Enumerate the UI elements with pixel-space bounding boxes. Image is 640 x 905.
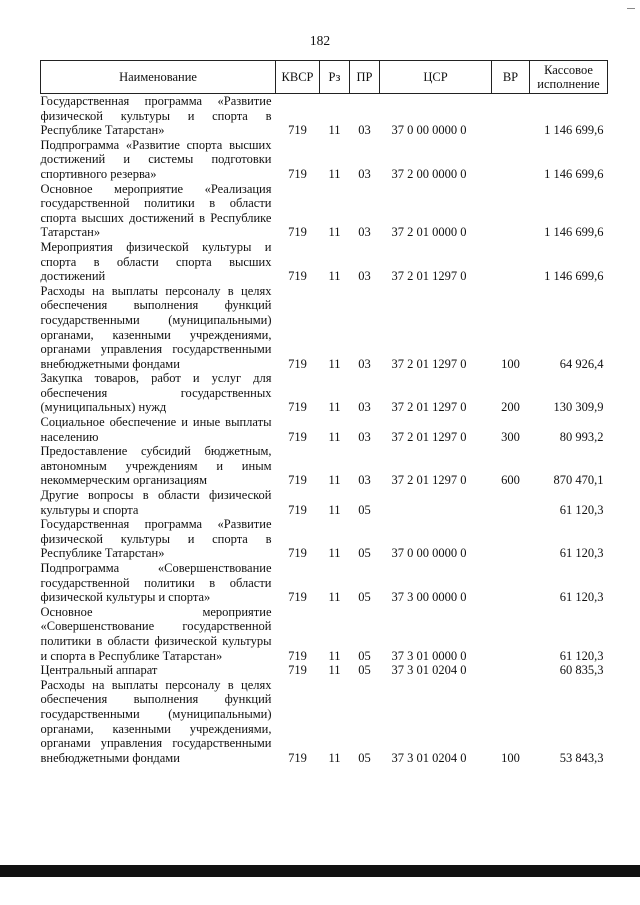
- row-vr: [492, 182, 530, 240]
- row-kvsr: 719: [288, 502, 307, 517]
- row-kvsr: 719: [288, 750, 307, 765]
- margin-mark: [627, 8, 635, 9]
- row-amount: 80 993,2: [559, 429, 604, 444]
- row-amount: 64 926,4: [559, 356, 604, 371]
- row-pr: 05: [358, 750, 371, 765]
- row-pr: 03: [358, 429, 371, 444]
- row-pr: 03: [358, 225, 371, 240]
- table-header-row: [41, 61, 608, 94]
- page-number: 182: [309, 33, 331, 48]
- header-rz: Рз: [320, 61, 350, 94]
- header-amount: [530, 61, 608, 94]
- row-rz: 11: [328, 663, 341, 678]
- row-rz: 11: [328, 356, 341, 371]
- row-amount: 1 146 699,6: [544, 123, 604, 138]
- row-rz: 11: [328, 429, 341, 444]
- row-kvsr: 719: [288, 356, 307, 371]
- row-vr: [492, 94, 530, 138]
- row-amount: 53 843,3: [559, 750, 604, 765]
- row-name: Подпрограмма «Развитие спорта высших достижений и системы подготовки спортивного резерва»: [40, 137, 272, 181]
- scan-bottom-border: [0, 865, 640, 877]
- table-row: [41, 138, 608, 182]
- row-kvsr: 719: [288, 166, 307, 181]
- row-amount: 60 835,3: [559, 663, 604, 678]
- row-kvsr: 719: [288, 123, 307, 138]
- budget-table: [40, 60, 608, 765]
- row-name: Социальное обеспечение и иные выплаты населению: [40, 415, 272, 444]
- row-vr: [492, 663, 530, 678]
- row-kvsr: 719: [288, 663, 307, 678]
- row-vr: 100: [501, 356, 520, 371]
- row-kvsr: 719: [288, 648, 307, 663]
- table-row: [41, 517, 608, 561]
- row-kvsr: 719: [288, 590, 307, 605]
- row-name: Основное мероприятие «Совершенствование государственной политики в области физической культуры и спорта в Республике Татарстан»: [40, 604, 272, 663]
- row-name: Расходы на выплаты персоналу в целях обеспечения выполнения функций государственными (муниципальными) органами, казенными учреждениями, органами управления государственными внебюджетными фондами: [40, 283, 272, 371]
- row-vr: [492, 488, 530, 517]
- row-amount: 61 120,3: [559, 546, 604, 561]
- row-name: Центральный аппарат: [40, 663, 158, 678]
- row-vr: [492, 517, 530, 561]
- header-vr: ВР: [492, 61, 530, 94]
- row-pr: 03: [358, 166, 371, 181]
- row-kvsr: 719: [288, 546, 307, 561]
- row-rz: 11: [328, 473, 341, 488]
- row-csr: 37 0 00 0000 0: [391, 546, 467, 561]
- row-name: Мероприятия физической культуры и спорта в области спорта высших достижений: [40, 239, 272, 284]
- row-name: Расходы на выплаты персоналу в целях обеспечения выполнения функций государственными (муниципальными) органами, казенными учреждениями, органами управления государственными внебюджетными фондами: [40, 677, 272, 765]
- row-pr: 03: [358, 123, 371, 138]
- row-amount: 870 470,1: [553, 473, 604, 488]
- row-pr: 03: [358, 269, 371, 284]
- header-name: Наименование: [41, 61, 276, 94]
- header-amount-line1: Кассовое: [544, 63, 593, 77]
- row-name: Государственная программа «Развитие физической культуры и спорта в Республике Татарстан»: [40, 94, 272, 138]
- row-amount: 1 146 699,6: [544, 225, 604, 240]
- row-vr: 600: [501, 473, 520, 488]
- row-amount: 1 146 699,6: [544, 166, 604, 181]
- row-pr: 05: [358, 663, 371, 678]
- row-pr: 03: [358, 473, 371, 488]
- row-pr: 03: [358, 356, 371, 371]
- row-vr: 100: [501, 750, 520, 765]
- row-rz: 11: [328, 590, 341, 605]
- row-kvsr: 719: [288, 269, 307, 284]
- header-pr: ПР: [350, 61, 380, 94]
- table-row: [41, 444, 608, 488]
- table-row: [41, 663, 608, 678]
- row-csr: 37 0 00 0000 0: [391, 123, 467, 138]
- row-csr: 37 2 01 1297 0: [391, 429, 467, 444]
- row-csr: 37 3 01 0204 0: [391, 663, 467, 678]
- table-row: [41, 240, 608, 284]
- row-csr: 37 3 00 0000 0: [391, 590, 467, 605]
- row-csr: 37 2 01 1297 0: [391, 356, 467, 371]
- row-amount: 130 309,9: [553, 400, 604, 415]
- table-row: [41, 284, 608, 372]
- row-csr: 37 2 01 0000 0: [391, 225, 467, 240]
- row-kvsr: 719: [288, 429, 307, 444]
- row-vr: 200: [501, 400, 520, 415]
- row-rz: 11: [328, 400, 341, 415]
- row-amount: 1 146 699,6: [544, 269, 604, 284]
- table-row: [41, 415, 608, 444]
- table-row: [41, 94, 608, 138]
- row-csr: 37 2 01 1297 0: [391, 400, 467, 415]
- table-row: [41, 605, 608, 663]
- row-rz: 11: [328, 123, 341, 138]
- row-csr: 37 3 01 0000 0: [391, 648, 467, 663]
- row-pr: 05: [358, 590, 371, 605]
- row-name: Другие вопросы в области физической культуры и спорта: [40, 488, 272, 517]
- row-pr: 05: [358, 546, 371, 561]
- table-row: [41, 678, 608, 766]
- row-amount: 61 120,3: [559, 590, 604, 605]
- row-rz: 11: [328, 225, 341, 240]
- row-rz: 11: [328, 546, 341, 561]
- header-amount-line2: исполнение: [537, 77, 600, 91]
- row-vr: [492, 240, 530, 284]
- row-name: Основное мероприятие «Реализация государственной политики в области спорта высших достижений в Республике Татарстан»: [40, 181, 272, 240]
- row-name: Предоставление субсидий бюджетным, автономным учреждениям и иным некоммерческим организациям: [40, 444, 272, 488]
- row-kvsr: 719: [288, 400, 307, 415]
- row-vr: [492, 605, 530, 663]
- row-amount: 61 120,3: [559, 502, 604, 517]
- table-row: [41, 488, 608, 517]
- row-csr: 37 3 01 0204 0: [391, 750, 467, 765]
- row-rz: 11: [328, 166, 341, 181]
- row-kvsr: 719: [288, 225, 307, 240]
- row-pr: 03: [358, 400, 371, 415]
- row-name: Закупка товаров, работ и услуг для обеспечения государственных (муниципальных) нужд: [40, 371, 272, 415]
- row-kvsr: 719: [288, 473, 307, 488]
- table-row: [41, 561, 608, 605]
- row-csr: 37 2 00 0000 0: [391, 166, 467, 181]
- row-vr: [492, 138, 530, 182]
- header-kvsr: КВСР: [276, 61, 320, 94]
- row-pr: 05: [358, 502, 371, 517]
- table-row: [41, 182, 608, 240]
- row-csr: 37 2 01 1297 0: [391, 473, 467, 488]
- row-vr: 300: [501, 429, 520, 444]
- row-rz: 11: [328, 269, 341, 284]
- row-vr: [492, 561, 530, 605]
- row-pr: 05: [358, 648, 371, 663]
- row-name: Государственная программа «Развитие физической культуры и спорта в Республике Татарстан»: [40, 517, 272, 561]
- row-csr: [380, 488, 492, 517]
- row-rz: 11: [328, 502, 341, 517]
- row-rz: 11: [328, 750, 341, 765]
- row-csr: 37 2 01 1297 0: [391, 269, 467, 284]
- header-csr: ЦСР: [380, 61, 492, 94]
- table-row: [41, 371, 608, 415]
- row-name: Подпрограмма «Совершенствование государственной политики в области физической культуры и спорта»: [40, 561, 272, 605]
- row-amount: 61 120,3: [559, 648, 604, 663]
- row-rz: 11: [328, 648, 341, 663]
